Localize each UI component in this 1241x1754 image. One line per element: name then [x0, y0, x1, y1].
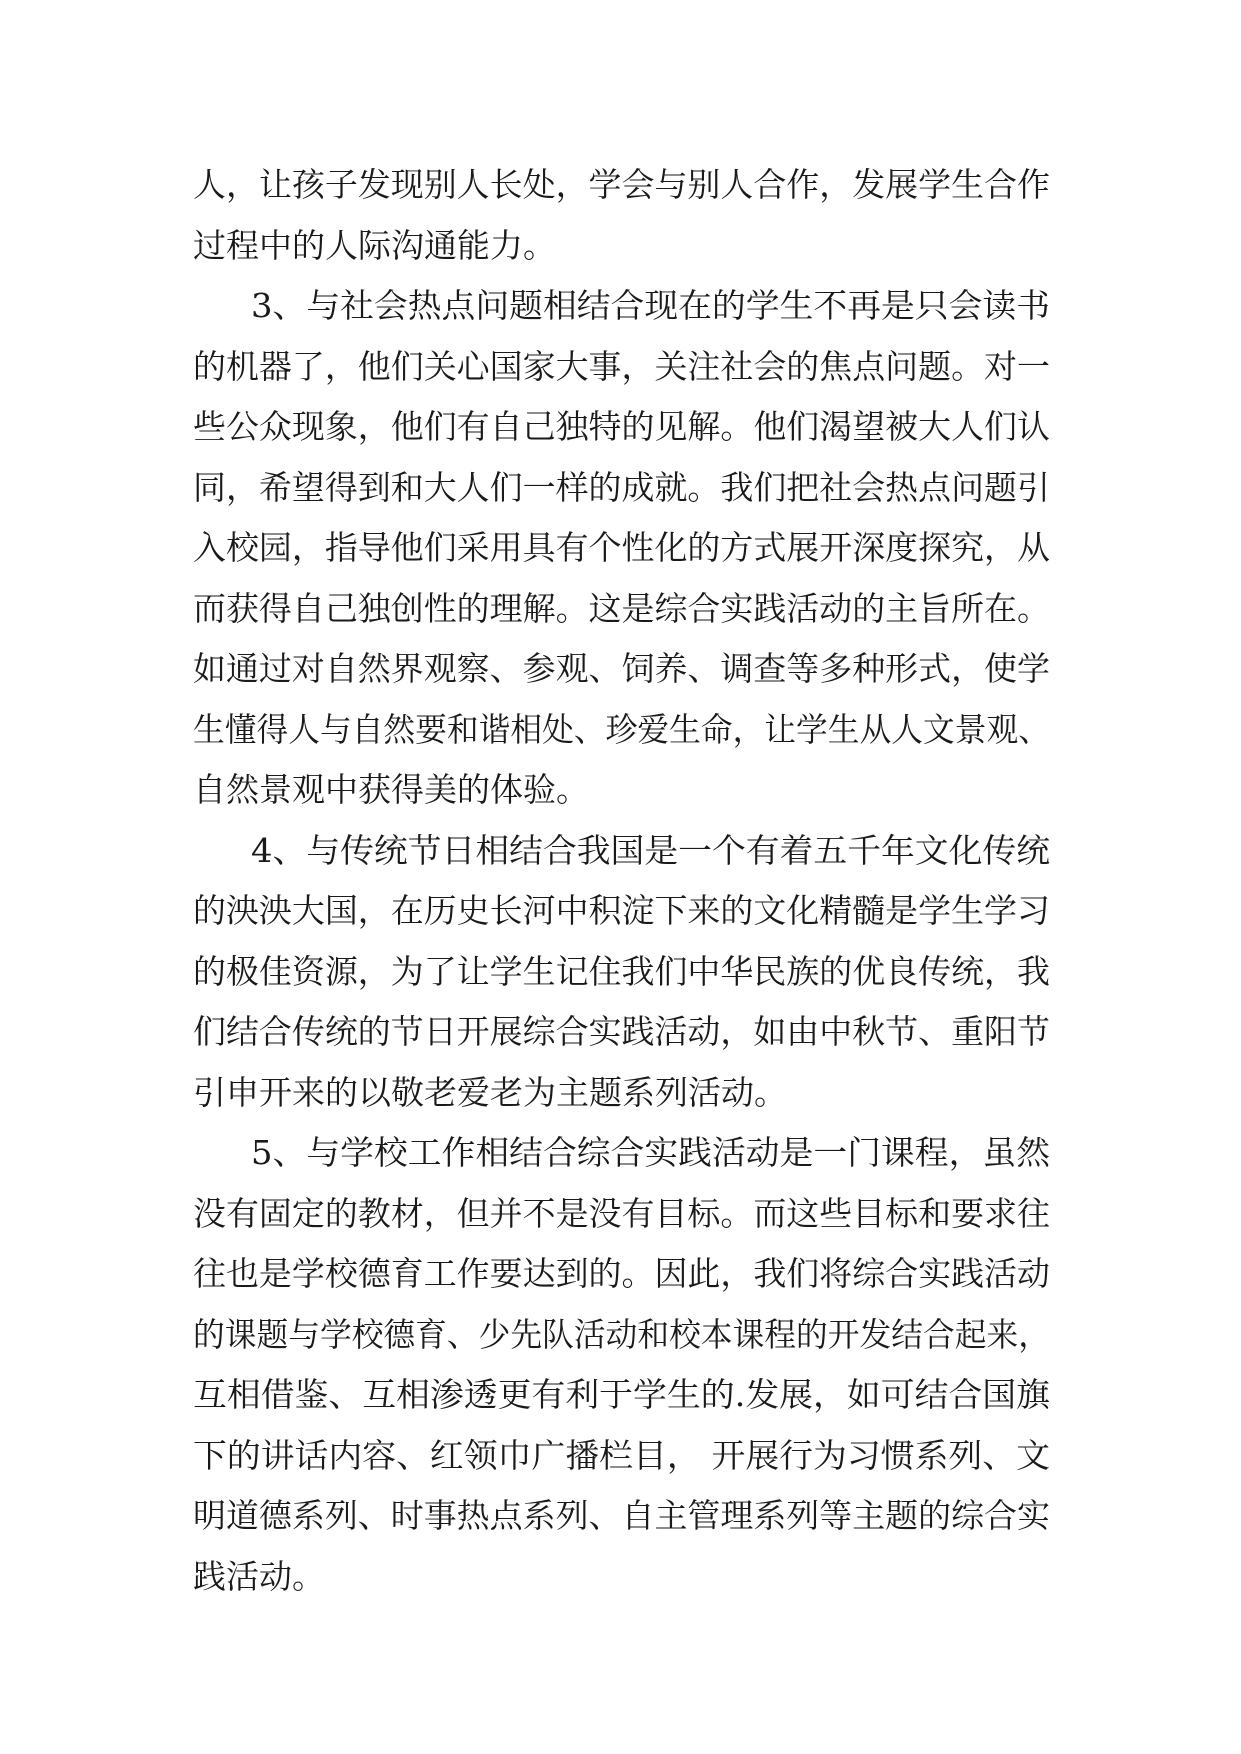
text-line-content: 的机器了，他们关心国家大事，关注社会的焦点问题。对一	[193, 346, 1050, 386]
text-line-content: 而获得自己独创性的理解。这是综合实践活动的主旨所在。	[193, 588, 1050, 628]
text-line	[193, 760, 1050, 821]
text-line-content: 入校园，指导他们采用具有个性化的方式展开深度探究，从	[193, 528, 1050, 567]
text-line	[193, 579, 1050, 640]
text-line-content: 的泱泱大国，在历史长河中积淀下来的文化精髓是学生学习	[193, 891, 1050, 930]
text-line-content: 3、与社会热点问题相结合现在的学生不再是只会读书	[251, 286, 1051, 325]
text-line	[193, 1426, 1050, 1487]
text-line-content: 的课题与学校德育、少先队活动和校本课程的开发结合起来，	[193, 1314, 1050, 1354]
text-line	[193, 1123, 1050, 1184]
text-line	[193, 821, 1050, 882]
text-line	[193, 1063, 1050, 1124]
text-line-content: 下的讲话内容、红领巾广播栏目， 开展行为习惯系列、文	[193, 1435, 1050, 1475]
text-line-content: 4、与传统节日相结合我国是一个有着五千年文化传统	[251, 830, 1051, 870]
text-line	[193, 1184, 1050, 1245]
text-line	[193, 700, 1050, 761]
text-line-content: 践活动。	[193, 1556, 325, 1596]
body-text	[193, 155, 1050, 1607]
text-line	[193, 337, 1050, 398]
text-line	[193, 639, 1050, 700]
text-line-content: 明道德系列、时事热点系列、自主管理系列等主题的综合实	[193, 1496, 1050, 1535]
text-line	[193, 942, 1050, 1003]
text-line-content: 人，让孩子发现别人长处，学会与别人合作，发展学生合作	[193, 165, 1050, 204]
text-line	[193, 155, 1050, 216]
text-line-content: 互相借鉴、互相渗透更有利于学生的.发展，如可结合国旗	[193, 1375, 1050, 1414]
text-line-content: 没有固定的教材，但并不是没有目标。而这些目标和要求往	[193, 1193, 1050, 1233]
text-line-content: 往也是学校德育工作要达到的。因此，我们将综合实践活动	[193, 1254, 1050, 1293]
text-line-content: 自然景观中获得美的体验。	[193, 770, 589, 809]
text-line-content: 过程中的人际沟通能力。	[193, 225, 556, 265]
text-line	[193, 397, 1050, 458]
text-line-content: 们结合传统的节日开展综合实践活动，如由中秋节、重阳节	[193, 1012, 1050, 1051]
text-line	[193, 1244, 1050, 1305]
text-line	[193, 276, 1050, 337]
text-line	[193, 518, 1050, 579]
text-line-content: 些公众现象，他们有自己独特的见解。他们渴望被大人们认	[193, 407, 1050, 446]
text-line	[193, 1547, 1050, 1608]
paragraph	[193, 1123, 1050, 1607]
text-line	[193, 458, 1050, 519]
paragraph	[193, 821, 1050, 1124]
text-line	[193, 1365, 1050, 1426]
paragraph	[193, 155, 1050, 276]
text-line-content: 的极佳资源，为了让学生记住我们中华民族的优良传统，我	[193, 951, 1050, 991]
text-line	[193, 1002, 1050, 1063]
paragraph	[193, 276, 1050, 821]
text-line-content: 引申开来的以敬老爱老为主题系列活动。	[193, 1072, 787, 1112]
text-line	[193, 881, 1050, 942]
text-line	[193, 216, 1050, 277]
text-line-content: 生懂得人与自然要和谐相处、珍爱生命，让学生从人文景观、	[193, 709, 1050, 749]
text-line-content: 同，希望得到和大人们一样的成就。我们把社会热点问题引	[193, 467, 1050, 507]
text-line-content: 5、与学校工作相结合综合实践活动是一门课程，虽然	[251, 1133, 1051, 1172]
text-line	[193, 1305, 1050, 1366]
text-line	[193, 1486, 1050, 1547]
text-line-content: 如通过对自然界观察、参观、饲养、调查等多种形式，使学	[193, 649, 1050, 688]
